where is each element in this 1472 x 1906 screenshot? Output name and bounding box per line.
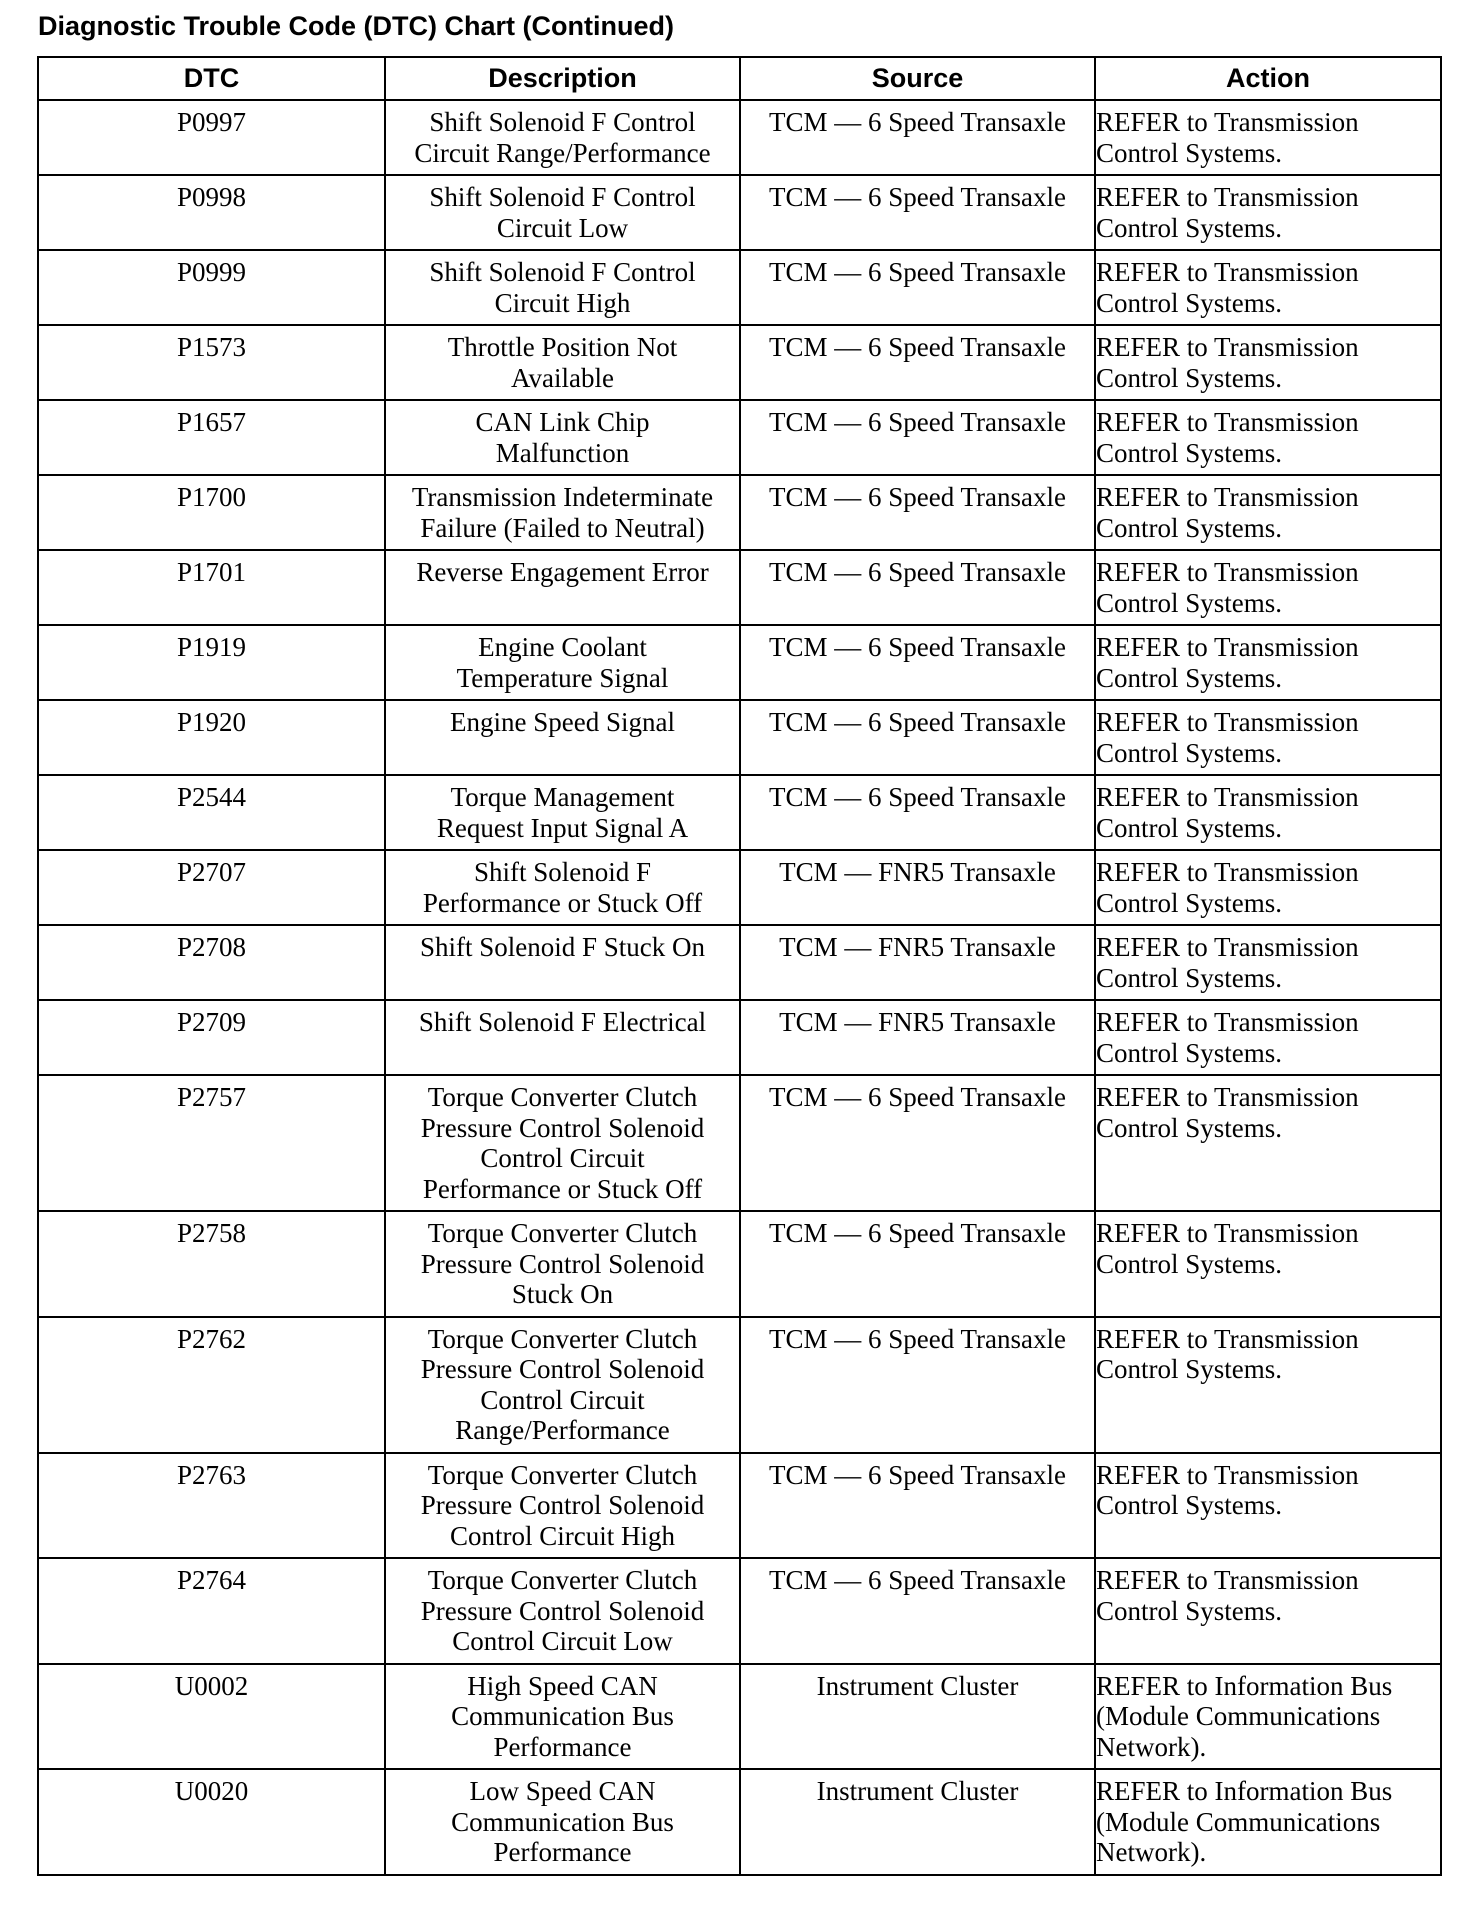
description-cell — [385, 775, 740, 850]
action-cell-text: REFER to Transmission Control Systems. — [1096, 1007, 1359, 1068]
source-cell-text: TCM — FNR5 Transaxle — [779, 932, 1056, 962]
description-cell-text: Shift Solenoid F Electrical — [418, 1007, 707, 1037]
action-cell-text: REFER to Transmission Control Systems. — [1096, 407, 1359, 468]
dtc-code-cell — [38, 550, 385, 625]
table-row — [38, 475, 1441, 550]
dtc-code-cell — [38, 625, 385, 700]
source-cell-text: TCM — FNR5 Transaxle — [779, 1007, 1056, 1037]
source-cell-text: TCM — 6 Speed Transaxle — [769, 1218, 1066, 1248]
description-cell-text: Engine Coolant Temperature Signal — [456, 632, 669, 693]
description-cell-text: CAN Link Chip Malfunction — [475, 407, 650, 468]
action-cell — [1095, 100, 1441, 175]
description-cell-text: Torque Converter Clutch Pressure Control Solenoid Stuck On — [420, 1218, 705, 1309]
source-cell — [740, 1000, 1095, 1075]
description-cell — [385, 1075, 740, 1211]
source-cell — [740, 1664, 1095, 1770]
source-cell-text: TCM — 6 Speed Transaxle — [769, 1565, 1066, 1595]
dtc-code-cell — [38, 1664, 385, 1770]
table-row — [38, 175, 1441, 250]
source-cell — [740, 250, 1095, 325]
source-cell-text: TCM — 6 Speed Transaxle — [769, 482, 1066, 512]
source-cell — [740, 925, 1095, 1000]
source-cell — [740, 550, 1095, 625]
source-cell-text: TCM — 6 Speed Transaxle — [769, 332, 1066, 362]
description-cell — [385, 325, 740, 400]
table-row — [38, 775, 1441, 850]
dtc-code-cell-text: P2763 — [176, 1459, 247, 1490]
action-cell-text: REFER to Transmission Control Systems. — [1096, 557, 1359, 618]
table-row — [38, 1769, 1441, 1875]
source-cell — [740, 1211, 1095, 1317]
source-cell-text: TCM — 6 Speed Transaxle — [769, 107, 1066, 137]
description-cell-text: Shift Solenoid F Control Circuit Range/Performance — [414, 107, 711, 168]
action-cell — [1095, 1317, 1441, 1453]
dtc-code-cell — [38, 1453, 385, 1559]
table-row — [38, 700, 1441, 775]
dtc-code-cell — [38, 100, 385, 175]
source-cell-text: TCM — 6 Speed Transaxle — [769, 1459, 1066, 1490]
description-cell — [385, 925, 740, 1000]
action-cell — [1095, 700, 1441, 775]
source-cell — [740, 1453, 1095, 1559]
action-cell — [1095, 925, 1441, 1000]
source-cell — [740, 1769, 1095, 1875]
dtc-code-cell-text: P2707 — [176, 857, 247, 887]
source-cell — [740, 700, 1095, 775]
table-row — [38, 1211, 1441, 1317]
action-cell-text: REFER to Transmission Control Systems. — [1096, 1565, 1359, 1626]
dtc-code-cell — [38, 700, 385, 775]
action-cell — [1095, 625, 1441, 700]
table-row — [38, 1317, 1441, 1453]
dtc-code-cell-text: P1920 — [176, 707, 247, 737]
table-row — [38, 1558, 1441, 1664]
description-cell — [385, 475, 740, 550]
dtc-code-cell — [38, 850, 385, 925]
action-cell — [1095, 1664, 1441, 1770]
dtc-code-cell-text: P0998 — [176, 182, 247, 212]
header-dtc: DTC — [38, 57, 385, 100]
source-cell-text: TCM — 6 Speed Transaxle — [769, 257, 1066, 287]
action-cell — [1095, 1769, 1441, 1875]
dtc-code-cell — [38, 1769, 385, 1875]
dtc-code-cell-text: U0020 — [174, 1776, 249, 1806]
dtc-code-cell — [38, 400, 385, 475]
description-cell-text: Torque Management Request Input Signal A — [436, 782, 689, 843]
description-cell — [385, 1000, 740, 1075]
source-cell-text: TCM — FNR5 Transaxle — [779, 857, 1056, 887]
dtc-code-cell — [38, 250, 385, 325]
action-cell-text: REFER to Transmission Control Systems. — [1096, 1082, 1359, 1143]
dtc-code-cell-text: P1701 — [176, 557, 247, 587]
dtc-code-cell — [38, 1558, 385, 1664]
action-cell — [1095, 1075, 1441, 1211]
source-cell — [740, 775, 1095, 850]
action-cell — [1095, 325, 1441, 400]
dtc-code-cell-text: P2762 — [176, 1323, 247, 1354]
action-cell-text: REFER to Transmission Control Systems. — [1096, 182, 1359, 243]
dtc-code-cell-text: P0999 — [176, 257, 247, 287]
action-cell-text: REFER to Transmission Control Systems. — [1096, 782, 1359, 843]
dtc-code-cell-text: P2758 — [176, 1218, 247, 1248]
dtc-code-cell-text: P2708 — [176, 932, 247, 962]
description-cell-text: Reverse Engagement Error — [416, 557, 709, 587]
action-cell — [1095, 550, 1441, 625]
description-cell-text: Torque Converter Clutch Pressure Control Solenoid Control Circuit Performance or Stuck Off — [420, 1082, 705, 1204]
action-cell-text: REFER to Transmission Control Systems. — [1096, 632, 1359, 693]
action-cell-text: REFER to Transmission Control Systems. — [1096, 707, 1359, 768]
source-cell-text: TCM — 6 Speed Transaxle — [769, 407, 1066, 437]
action-cell — [1095, 475, 1441, 550]
source-cell — [740, 475, 1095, 550]
dtc-code-cell — [38, 925, 385, 1000]
dtc-code-cell-text: P1700 — [176, 482, 247, 512]
dtc-code-cell — [38, 1211, 385, 1317]
action-cell — [1095, 175, 1441, 250]
table-row — [38, 100, 1441, 175]
dtc-code-cell — [38, 175, 385, 250]
dtc-code-cell-text: P1573 — [176, 332, 247, 362]
header-source: Source — [740, 57, 1095, 100]
description-cell — [385, 850, 740, 925]
description-cell-text: Engine Speed Signal — [450, 707, 675, 737]
source-cell — [740, 625, 1095, 700]
description-cell-text: Shift Solenoid F Control Circuit High — [429, 257, 696, 318]
source-cell-text: TCM — 6 Speed Transaxle — [769, 782, 1066, 812]
source-cell-text: TCM — 6 Speed Transaxle — [769, 1082, 1066, 1112]
description-cell — [385, 625, 740, 700]
source-cell — [740, 325, 1095, 400]
dtc-code-cell-text: P0997 — [176, 107, 247, 137]
description-cell-text: Torque Converter Clutch Pressure Control Solenoid Control Circuit Low — [420, 1565, 705, 1656]
table-row — [38, 550, 1441, 625]
description-cell — [385, 550, 740, 625]
table-row — [38, 1000, 1441, 1075]
action-cell-text: REFER to Transmission Control Systems. — [1096, 332, 1359, 393]
dtc-code-cell — [38, 1000, 385, 1075]
action-cell — [1095, 400, 1441, 475]
source-cell — [740, 100, 1095, 175]
source-cell — [740, 175, 1095, 250]
action-cell — [1095, 1211, 1441, 1317]
source-cell — [740, 400, 1095, 475]
description-cell-text: Transmission Indeterminate Failure (Failed to Neutral) — [411, 482, 714, 543]
description-cell — [385, 700, 740, 775]
action-cell — [1095, 850, 1441, 925]
action-cell — [1095, 1000, 1441, 1075]
description-cell-text: Torque Converter Clutch Pressure Control Solenoid Control Circuit High — [420, 1459, 705, 1551]
action-cell-text: REFER to Transmission Control Systems. — [1096, 107, 1359, 168]
table-body — [38, 100, 1441, 1875]
action-cell-text: REFER to Transmission Control Systems. — [1096, 1323, 1359, 1384]
source-cell-text: TCM — 6 Speed Transaxle — [769, 707, 1066, 737]
dtc-code-cell-text: U0002 — [174, 1670, 249, 1701]
table-row — [38, 1453, 1441, 1559]
source-cell-text: TCM — 6 Speed Transaxle — [769, 182, 1066, 212]
table-header-row — [38, 57, 1441, 100]
header-action: Action — [1095, 57, 1441, 100]
description-cell-text: Shift Solenoid F Stuck On — [419, 932, 706, 962]
dtc-chart-table — [37, 56, 1442, 1876]
table-row — [38, 250, 1441, 325]
action-cell — [1095, 250, 1441, 325]
source-cell — [740, 1075, 1095, 1211]
source-cell-text: TCM — 6 Speed Transaxle — [769, 632, 1066, 662]
action-cell-text: REFER to Information Bus (Module Communications Network). — [1096, 1776, 1393, 1867]
dtc-code-cell — [38, 775, 385, 850]
action-cell — [1095, 1453, 1441, 1559]
table-row — [38, 1075, 1441, 1211]
dtc-code-cell-text: P1919 — [176, 632, 247, 662]
page-title: Diagnostic Trouble Code (DTC) Chart (Continued) — [38, 11, 674, 41]
table-row — [38, 325, 1441, 400]
action-cell-text: REFER to Transmission Control Systems. — [1096, 482, 1359, 543]
description-cell — [385, 1664, 740, 1770]
dtc-code-cell-text: P2757 — [176, 1082, 247, 1112]
dtc-code-cell — [38, 325, 385, 400]
source-cell — [740, 1558, 1095, 1664]
action-cell — [1095, 775, 1441, 850]
dtc-code-cell — [38, 1075, 385, 1211]
description-cell — [385, 175, 740, 250]
description-cell-text: Shift Solenoid F Control Circuit Low — [429, 182, 696, 243]
source-cell-text: Instrument Cluster — [816, 1670, 1019, 1701]
dtc-code-cell-text: P2764 — [176, 1565, 247, 1595]
description-cell — [385, 1769, 740, 1875]
source-cell-text: TCM — 6 Speed Transaxle — [769, 1323, 1066, 1354]
dtc-code-cell-text: P2709 — [176, 1007, 247, 1037]
description-cell-text: Torque Converter Clutch Pressure Control Solenoid Control Circuit Range/Performance — [420, 1323, 705, 1445]
description-cell — [385, 1211, 740, 1317]
description-cell — [385, 1558, 740, 1664]
table-row — [38, 1664, 1441, 1770]
source-cell-text: Instrument Cluster — [816, 1776, 1019, 1806]
dtc-code-cell-text: P2544 — [176, 782, 247, 812]
action-cell-text: REFER to Transmission Control Systems. — [1096, 932, 1359, 993]
table-row — [38, 850, 1441, 925]
source-cell — [740, 850, 1095, 925]
description-cell-text: Low Speed CAN Communication Bus Performance — [451, 1776, 674, 1867]
description-cell — [385, 1317, 740, 1453]
table-row — [38, 925, 1441, 1000]
action-cell-text: REFER to Information Bus (Module Communications Network). — [1096, 1670, 1393, 1762]
header-description: Description — [385, 57, 740, 100]
action-cell-text: REFER to Transmission Control Systems. — [1096, 1459, 1359, 1520]
dtc-code-cell-text: P1657 — [176, 407, 247, 437]
dtc-code-cell — [38, 1317, 385, 1453]
action-cell — [1095, 1558, 1441, 1664]
action-cell-text: REFER to Transmission Control Systems. — [1096, 1218, 1359, 1279]
description-cell — [385, 400, 740, 475]
source-cell-text: TCM — 6 Speed Transaxle — [769, 557, 1066, 587]
dtc-code-cell — [38, 475, 385, 550]
table-row — [38, 625, 1441, 700]
source-cell — [740, 1317, 1095, 1453]
description-cell-text: High Speed CAN Communication Bus Performance — [451, 1670, 674, 1762]
description-cell-text: Throttle Position Not Available — [447, 332, 678, 393]
action-cell-text: REFER to Transmission Control Systems. — [1096, 257, 1359, 318]
description-cell-text: Shift Solenoid F Performance or Stuck Off — [422, 857, 703, 918]
description-cell — [385, 100, 740, 175]
description-cell — [385, 1453, 740, 1559]
table-row — [38, 400, 1441, 475]
description-cell — [385, 250, 740, 325]
action-cell-text: REFER to Transmission Control Systems. — [1096, 857, 1359, 918]
